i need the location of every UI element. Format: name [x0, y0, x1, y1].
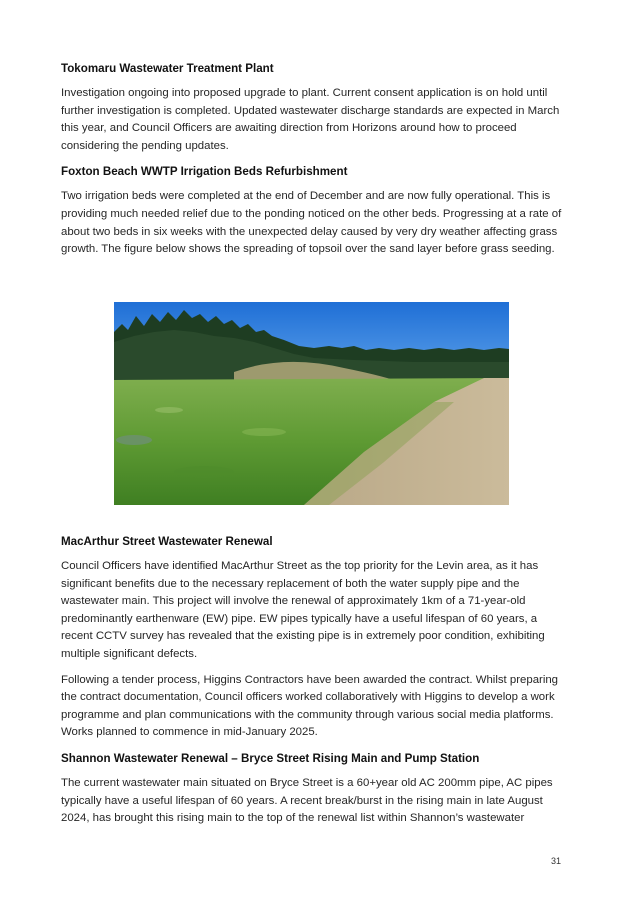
paragraph-shannon: The current wastewater main situated on Bryce Street is a 60+year old AC 200mm pipe, AC pipes typically have a useful lifespan of 60 years. A recent break/burst in the rising main in late August 2024, has brought this rising main to the top of the renewal list within Shannon’s wastewater	[61, 776, 553, 825]
heading-tokomaru: Tokomaru Wastewater Treatment Plant	[61, 62, 274, 75]
paragraph-macarthur-2: Following a tender process, Higgins Contractors have been awarded the contract. Whilst preparing the contract documentation, Council officers worked collaboratively with Higgins to develop a work programme and plan communications with the community through various social media platforms. Works planned to commence in mid-January 2025.	[61, 673, 559, 739]
heading-macarthur-street: MacArthur Street Wastewater Renewal	[61, 535, 273, 548]
bottom-content	[61, 533, 566, 836]
paragraph-foxton-beach: Two irrigation beds were completed at the end of December and are now fully operational. This is providing much needed relief due to the ponding noticed on the other beds. Progressing at a rate of about two beds in six weeks with the unexpected delay caused by very dry weather affecting grass growth. The figure below shows the spreading of topsoil over the sand layer before grass seeding.	[61, 190, 562, 256]
paragraph-macarthur-1: Council Officers have identified MacArthur Street as the top priority for the Levin area, as it has significant benefits due to the necessary replacement of both the water supply pipe and the wastewater main. This project will involve the renewal of approximately 1km of a 71-year-old predominantly earthenware (EW) pipe. EW pipes typically have a useful lifespan of 60 years, a recent CCTV survey has revealed that the existing pipe is in extremely poor condition, exhibiting multiple significant defects.	[61, 560, 545, 660]
page-number: 31	[550, 856, 561, 866]
heading-shannon-bryce-street: Shannon Wastewater Renewal – Bryce Street Rising Main and Pump Station	[61, 751, 480, 765]
irrigation-bed-photo	[114, 302, 509, 505]
paragraph-tokomaru: Investigation ongoing into proposed upgrade to plant. Current consent application is on hold until further investigation is completed. Updated wastewater discharge standards are expected in March this year, and Council Officers are awaiting direction from Horizons around how to proceed considering the pending updates.	[61, 87, 560, 152]
top-content	[61, 60, 566, 267]
heading-foxton-beach: Foxton Beach WWTP Irrigation Beds Refurbishment	[61, 165, 348, 179]
